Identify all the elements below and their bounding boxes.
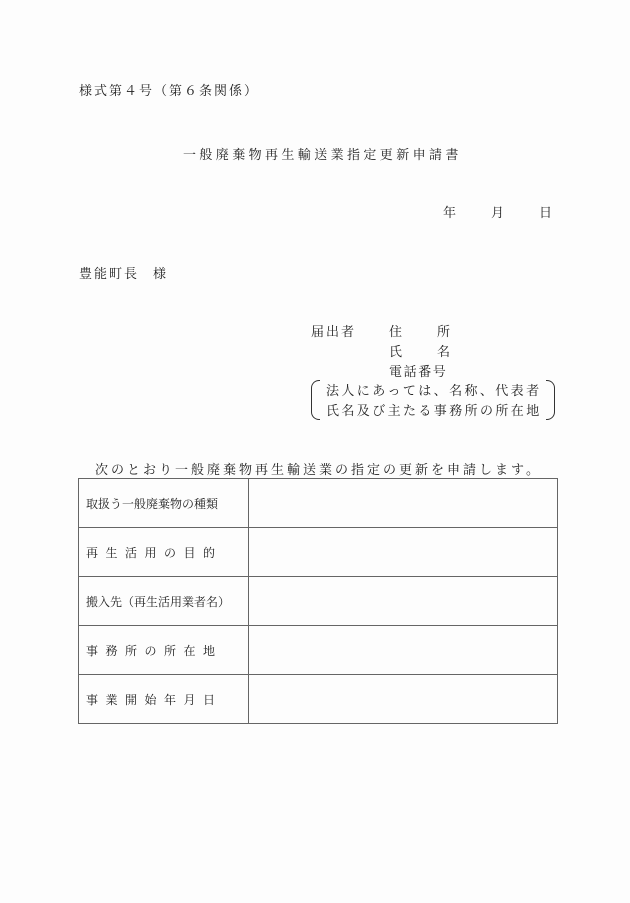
row-label-waste-type: 取扱う一般廃棄物の種類 xyxy=(79,479,249,528)
table-row xyxy=(79,626,558,675)
name-label-part1: 氏 xyxy=(389,345,403,360)
row-value-waste-type[interactable] xyxy=(249,479,558,528)
table-row xyxy=(79,479,558,528)
applicant-label: 届出者 xyxy=(311,325,357,340)
address-label-part2: 所 xyxy=(437,325,451,340)
right-paren-bracket xyxy=(546,380,555,420)
left-paren-bracket xyxy=(311,380,320,420)
row-label-office-location: 事務所の所在地 xyxy=(79,626,249,675)
corporate-note-line-2: 氏名及び主たる事務所の所在地 xyxy=(326,404,542,419)
table-row xyxy=(79,577,558,626)
addressee-honorific: 様 xyxy=(153,267,169,282)
row-label-destination: 搬入先（再生活用業者名） xyxy=(79,577,249,626)
corporate-note-line-1: 法人にあっては、名称、代表者 xyxy=(326,384,542,399)
name-label-part2: 名 xyxy=(437,345,451,360)
date-day-label: 日 xyxy=(539,206,553,221)
phone-label: 電話番号 xyxy=(389,365,448,380)
row-value-start-date[interactable] xyxy=(249,675,558,724)
date-year-label: 年 xyxy=(443,206,457,221)
table-row xyxy=(79,528,558,577)
row-value-office-location[interactable] xyxy=(249,626,558,675)
row-label-start-date: 事業開始年月日 xyxy=(79,675,249,724)
addressee xyxy=(79,263,168,282)
address-label-part1: 住 xyxy=(389,325,403,340)
row-value-purpose[interactable] xyxy=(249,528,558,577)
form-number: 様式第４号（第６条関係） xyxy=(79,84,260,99)
addressee-name: 豊能町長 xyxy=(79,267,140,282)
corporate-note xyxy=(311,378,555,420)
date-month-label: 月 xyxy=(491,206,505,221)
row-value-destination[interactable] xyxy=(249,577,558,626)
row-label-purpose: 再生活用の目的 xyxy=(79,528,249,577)
intro-text: 次のとおり一般廃棄物再生輸送業の指定の更新を申請します。 xyxy=(95,463,542,478)
application-table xyxy=(78,478,558,724)
document-title: 一般廃棄物再生輸送業指定更新申請書 xyxy=(183,148,462,163)
table-row xyxy=(79,675,558,724)
